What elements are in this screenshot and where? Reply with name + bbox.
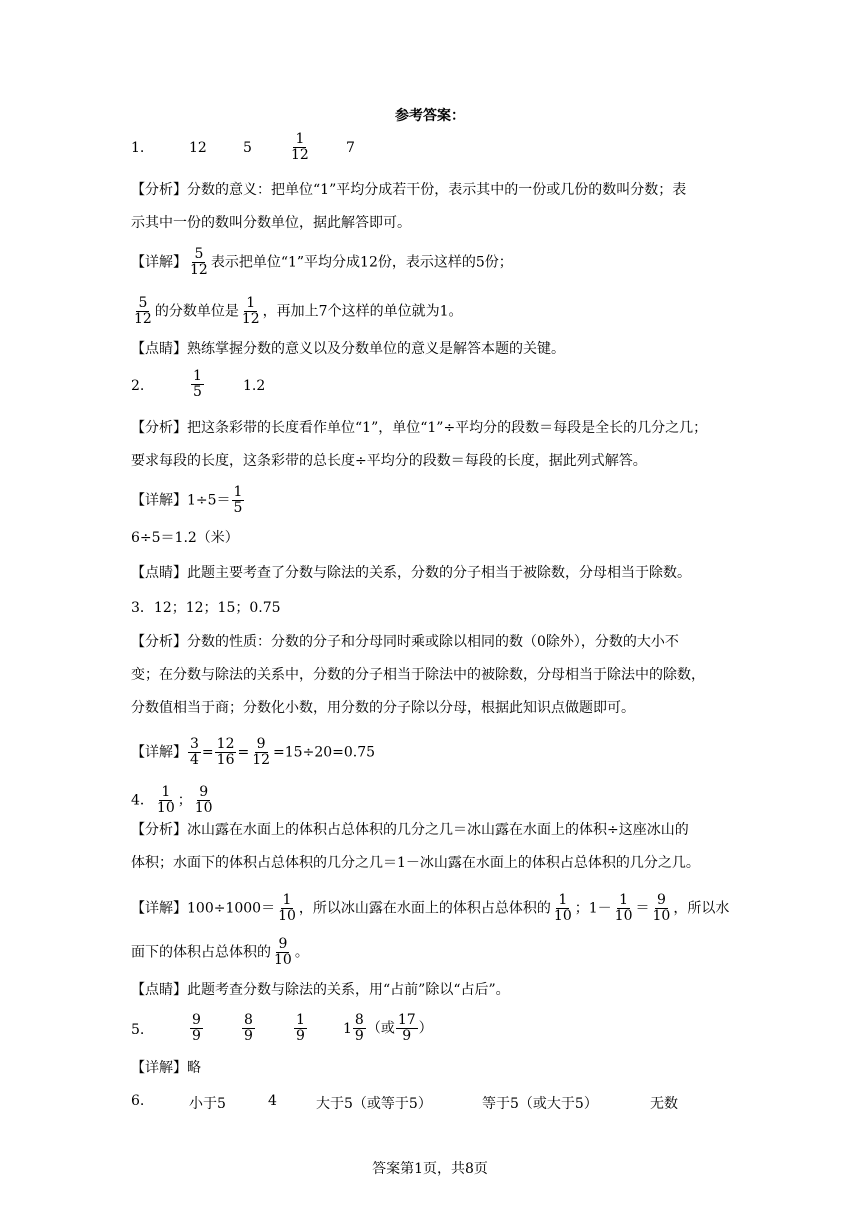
q6-answer-e: 无数	[650, 1096, 678, 1112]
q2-analysis-line1: 【分析】把这条彩带的长度看作单位“1”，单位“1”÷平均分的段数＝每段是全长的几分之几；	[131, 420, 708, 436]
q5-detail: 【详解】略	[131, 1060, 201, 1076]
q3-analysis-line2: 变；在分数与除法的关系中，分数的分子相当于除法中的被除数，分母相当于除法中的除数，	[131, 667, 705, 683]
q3-detail: 【详解】 $\frac{3}{4}$ = $\frac{12}{16}$ = $\frac{9}{12}$ =15÷20=0.75	[131, 736, 376, 768]
q3-answer-line: 3．12；12；15；0.75	[131, 600, 281, 616]
q1-analysis-line2: 示其中一份的数叫分数单位，据此解答即可。	[131, 215, 411, 231]
q2-detail-line1: 【详解】1÷5＝ $\frac{1}{5}$	[131, 484, 243, 516]
q2-tip: 【点睛】此题主要考查了分数与除法的关系，分数的分子相当于被除数，分母相当于除数。	[131, 565, 691, 581]
q1-answer-c: $\frac{1}{12}$	[291, 131, 309, 163]
q1-detail-line2: $\frac{5}{12}$ 的分数单位是 $\frac{1}{12}$ ，再加上7个这样的单位就为1。	[134, 295, 463, 327]
q2-answer-a: $\frac{1}{5}$	[193, 368, 202, 400]
q6-answer-c: 大于5（或等于5）	[316, 1096, 432, 1112]
q1-answer-d: 7	[346, 140, 355, 156]
q5-number: 5.	[131, 1022, 145, 1038]
q5-answer-a: $\frac{9}{9}$	[192, 1012, 201, 1044]
q1-analysis-line1: 【分析】分数的意义：把单位“1”平均分成若干份，表示其中的一份或几份的数叫分数；表	[131, 182, 687, 198]
q3-analysis-line3: 分数值相当于商；分数化小数，用分数的分子除以分母，根据此知识点做题即可。	[131, 700, 635, 716]
q5-answer-c: $\frac{1}{9}$	[296, 1012, 305, 1044]
page-footer: 答案第1页，共8页	[372, 1161, 488, 1177]
q6-answer-b: 4	[268, 1093, 277, 1109]
q2-detail-line2: 6÷5＝1.2（米）	[131, 530, 239, 546]
q6-number: 6.	[131, 1093, 145, 1109]
q1-tip: 【点睛】熟练掌握分数的意义以及分数单位的意义是解答本题的关键。	[131, 341, 565, 357]
q3-analysis-line1: 【分析】分数的性质：分数的分子和分母同时乘或除以相同的数（0除外），分数的大小不	[131, 634, 679, 650]
q5-answer-b: $\frac{8}{9}$	[244, 1012, 253, 1044]
q2-number: 2.	[131, 378, 145, 394]
q4-detail-line1: 【详解】100÷1000＝ $\frac{1}{10}$ ，所以冰山露在水面上的体积占总体积的 $\frac{1}{10}$ ；1－ $\frac{1}{10}$ ＝ $\frac{9}{10}$ ，所以水	[131, 892, 730, 924]
q1-answer-a: 12	[189, 140, 207, 156]
q1-detail-line1: 【详解】 $\frac{5}{12}$ 表示把单位“1”平均分成12份，表示这样的5份；	[131, 246, 513, 278]
q1-number: 1.	[131, 140, 145, 156]
q2-answer-b: 1.2	[243, 378, 266, 394]
q1-answer-b: 5	[243, 140, 252, 156]
q2-analysis-line2: 要求每段的长度，这条彩带的总长度÷平均分的段数＝每段的长度，据此列式解答。	[131, 453, 647, 469]
page-title: 参考答案：	[395, 108, 465, 124]
q4-analysis-line2: 体积；水面下的体积占总体积的几分之几＝1－冰山露在水面上的体积占总体积的几分之几。	[131, 855, 700, 871]
q4-tip: 【点睛】此题考查分数与除法的关系，用“占前”除以“占后”。	[131, 982, 510, 998]
q6-answer-d: 等于5（或大于5）	[482, 1096, 598, 1112]
q5-answer-d: 1 8 9 （或 $\frac{17}{9}$ ）	[343, 1012, 433, 1044]
q4-answer-line: 4． $\frac{1}{10}$ ； $\frac{9}{10}$	[131, 784, 213, 816]
q6-answer-a: 小于5	[189, 1096, 226, 1112]
q4-detail-line2: 面下的体积占总体积的 $\frac{9}{10}$ 。	[131, 936, 309, 968]
q4-analysis-line1: 【分析】冰山露在水面上的体积占总体积的几分之几＝冰山露在水面上的体积÷这座冰山的	[131, 822, 689, 838]
